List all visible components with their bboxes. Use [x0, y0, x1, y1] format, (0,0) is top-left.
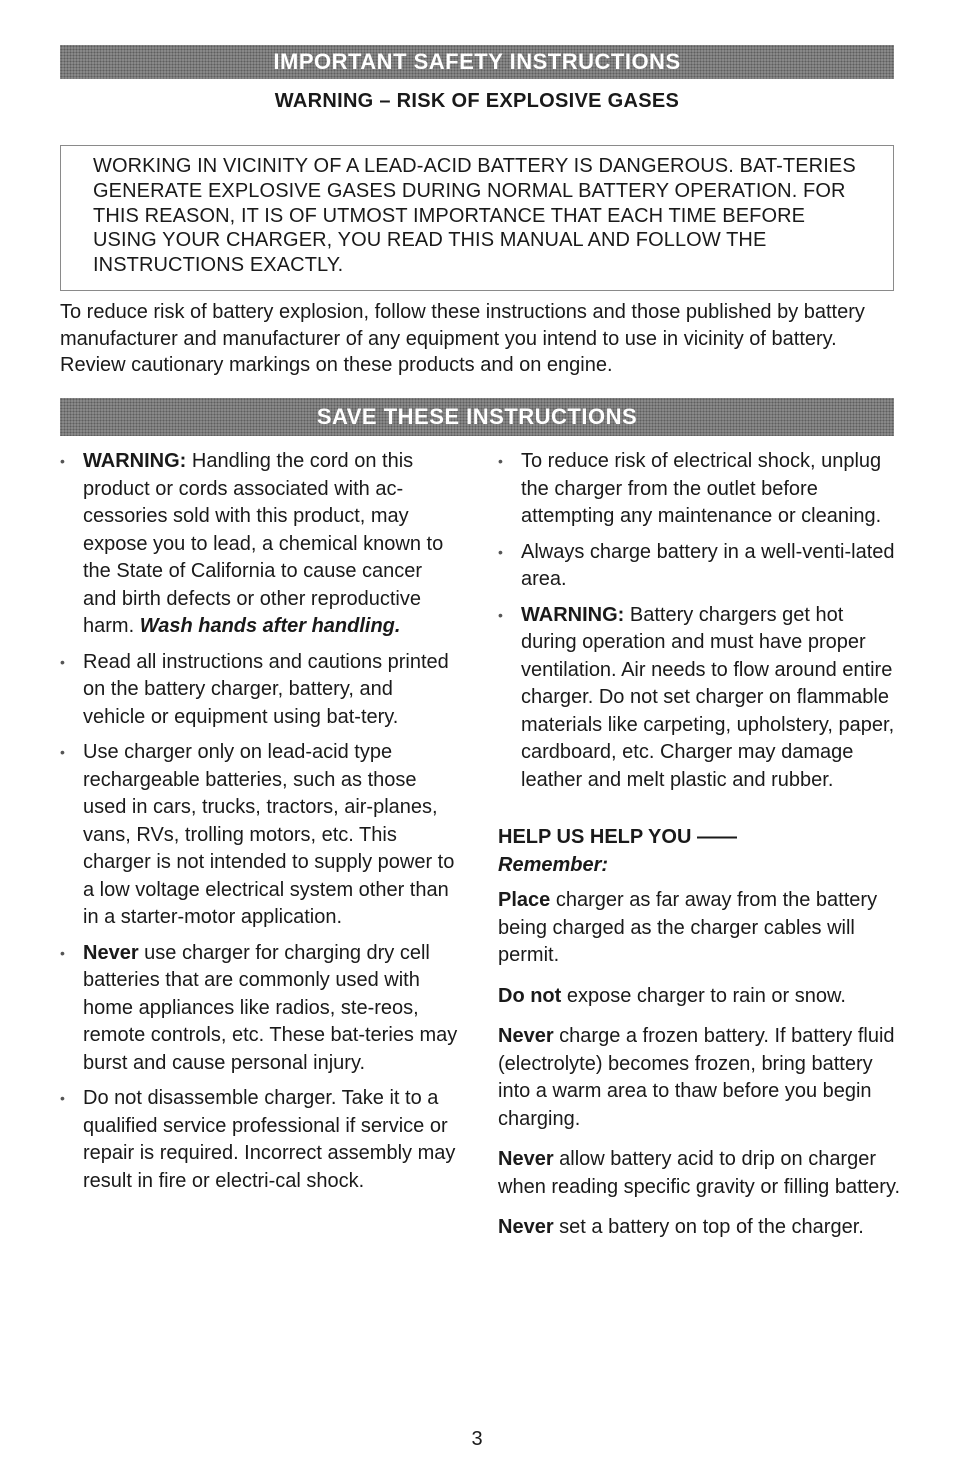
list-item: [60, 448, 460, 641]
page-number: 3: [471, 1428, 483, 1450]
left-bullet-list: [60, 448, 460, 1195]
help-item: [498, 983, 903, 1011]
important-safety-banner: [60, 45, 894, 79]
help-item-label: Place: [498, 889, 551, 911]
bullet-text: Do not disassemble charger. Take it to a qualified service professional if service or repair is required. Incorrect assembly may result in fire or electri-cal shock.: [83, 1087, 456, 1192]
save-instructions-banner: [60, 398, 894, 436]
list-item: [60, 739, 460, 932]
warning-heading: WARNING – RISK OF EXPLOSIVE GASES: [274, 90, 680, 112]
help-item-label: Never: [498, 1148, 554, 1170]
help-item-label: Do not: [498, 984, 562, 1007]
bullet-text: Battery chargers get hot during operation and must have proper ventilation. Air needs to flow around entire charger. Do not set charger on flammable materials like carpeting, upholstery, paper, cardboard, etc. Charger may damage leather and melt plastic and rubber.: [521, 603, 895, 791]
bullet-text: Read all instructions and cautions printed on the battery charger, battery, and vehicle or equipment using bat-tery.: [83, 650, 449, 728]
list-item: [60, 940, 460, 1078]
help-item-label: Never: [498, 1216, 554, 1238]
right-bullet-list: [498, 448, 903, 794]
remember-label: Remember:: [498, 853, 609, 876]
bullet-text: Always charge battery in a well-venti-lated area.: [521, 540, 895, 590]
help-heading: HELP US HELP YOU ——: [498, 826, 737, 848]
help-item: [498, 887, 903, 970]
bullet-text: To reduce risk of electrical shock, unplug the charger from the outlet before attempting any maintenance or cleaning.: [521, 450, 882, 527]
list-item: [498, 539, 903, 594]
bullet-label: Never: [83, 941, 139, 964]
help-item: [498, 1146, 903, 1201]
bullet-text: Handling the cord on this product or cords associated with ac-cessories sold with this product, may expose you to lead, a chemical known to the State of California to cause cancer and birth defects or other reproductive harm.: [83, 450, 444, 637]
right-column: [498, 448, 903, 1255]
help-item-text: allow battery acid to drip on charger when reading specific gravity or filling battery.: [498, 1148, 901, 1198]
bullet-text: Use charger only on lead-acid type rechargeable batteries, such as those used in cars, trucks, tractors, air-planes, vans, RVs, trolling motors, etc. This charger is not intended to supply power to a low voltage electrical system other than in a starter-motor application.: [83, 741, 455, 928]
help-item: [498, 1214, 903, 1242]
intro-paragraph: To reduce risk of battery explosion, follow these instructions and those published by battery manufacturer and manufacturer of any equipment you intend to use in vicinity of battery. Review cautionary markings on these products and on engine.: [60, 301, 865, 376]
help-item-text: charge a frozen battery. If battery fluid (electrolyte) becomes frozen, bring battery into a warm area to thaw before you begin charging.: [498, 1025, 895, 1130]
bullet-label: WARNING:: [83, 450, 187, 472]
left-column: [60, 448, 460, 1203]
list-item: [60, 1085, 460, 1195]
help-item-text: set a battery on top of the charger.: [553, 1216, 864, 1238]
list-item: [498, 448, 903, 531]
help-item: [498, 1023, 903, 1133]
bullet-emphasis: Wash hands after handling.: [139, 615, 401, 637]
list-item: [60, 649, 460, 732]
list-item: [498, 602, 903, 795]
help-item-label: Never: [498, 1025, 554, 1047]
banner-title: IMPORTANT SAFETY INSTRUCTIONS: [273, 49, 681, 74]
bullet-label: WARNING:: [521, 603, 625, 626]
help-item-text: charger as far away from the battery being charged as the charger cables will permit.: [498, 889, 878, 966]
warning-box: WORKING IN VICINITY OF A LEAD-ACID BATTERY IS DANGEROUS. BAT-TERIES GENERATE EXPLOSIVE GASES DURING NORMAL BATTERY OPERATION. FOR THIS REASON, IT IS OF UTMOST IMPORTANCE THAT EACH TIME BEFORE USING YOUR CHARGER, YOU READ THIS MANUAL AND FOLLOW THE INSTRUCTIONS EXACTLY.: [60, 145, 894, 291]
banner-title: SAVE THESE INSTRUCTIONS: [316, 404, 638, 429]
bullet-text: use charger for charging dry cell batteries that are commonly used with home appliances like radios, ste-reos, remote controls, etc. These bat-teries may burst and cause personal injury.: [83, 941, 458, 1074]
help-item-text: expose charger to rain or snow.: [561, 984, 846, 1007]
